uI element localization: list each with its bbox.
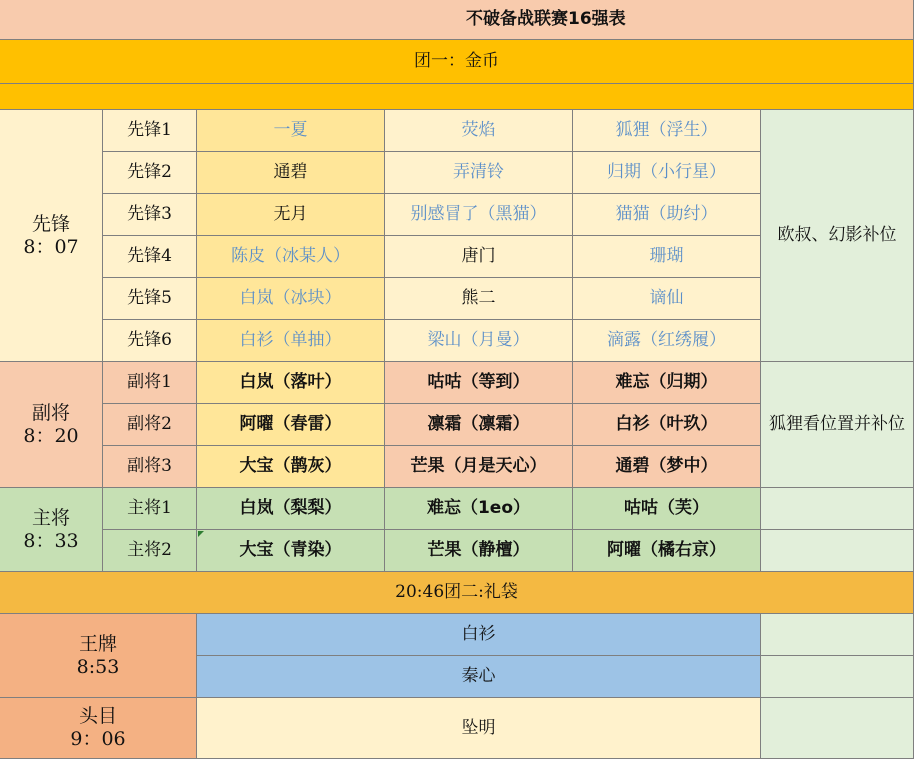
deputy-note[interactable]: 狐狸看位置并补位	[761, 362, 914, 488]
vanguard-player-col-3[interactable]: 归期（小行星）	[573, 152, 761, 194]
vanguard-note[interactable]: 欧叔、幻影补位	[761, 110, 914, 362]
deputy-position-label[interactable]: 副将3	[103, 446, 197, 488]
vanguard-player-col-2[interactable]: 梁山（月曼）	[385, 320, 573, 362]
general-position-label[interactable]: 主将1	[103, 488, 197, 530]
vanguard-player-col-3[interactable]: 谪仙	[573, 278, 761, 320]
vanguard-player-col-1[interactable]: 无月	[197, 194, 385, 236]
deputy-player-col-2[interactable]: 咕咕（等到）	[385, 362, 573, 404]
deputy-label[interactable]: 副将 8：20	[0, 362, 103, 488]
vanguard-position-label[interactable]: 先锋4	[103, 236, 197, 278]
leader-label[interactable]: 头目 9：06	[0, 698, 197, 759]
vanguard-player-col-1[interactable]: 陈皮（冰某人）	[197, 236, 385, 278]
general-player-col-1[interactable]: 白岚（梨梨）	[197, 488, 385, 530]
deputy-player-col-3[interactable]: 难忘（归期）	[573, 362, 761, 404]
vanguard-position-label[interactable]: 先锋6	[103, 320, 197, 362]
vanguard-position-label[interactable]: 先锋2	[103, 152, 197, 194]
ace-note-cell-2[interactable]	[761, 656, 914, 698]
cell-comment-marker	[198, 531, 204, 537]
vanguard-player-col-1[interactable]: 一夏	[197, 110, 385, 152]
vanguard-player-col-2[interactable]: 弄清铃	[385, 152, 573, 194]
deputy-position-label[interactable]: 副将2	[103, 404, 197, 446]
vanguard-player-col-3[interactable]: 珊瑚	[573, 236, 761, 278]
deputy-player-col-3[interactable]: 白衫（叶玖）	[573, 404, 761, 446]
deputy-player-col-2[interactable]: 凛霜（凛霜）	[385, 404, 573, 446]
team2-header[interactable]: 20:46团二:礼袋	[0, 572, 914, 614]
ace-player-1[interactable]: 白衫	[197, 614, 761, 656]
general-player-col-2[interactable]: 芒果（静檀）	[385, 530, 573, 572]
vanguard-player-col-2[interactable]: 熊二	[385, 278, 573, 320]
general-position-label[interactable]: 主将2	[103, 530, 197, 572]
vanguard-player-col-2[interactable]: 唐门	[385, 236, 573, 278]
general-player-col-3[interactable]: 咕咕（芙）	[573, 488, 761, 530]
general-player-col-1[interactable]: 大宝（青染）	[197, 530, 385, 572]
ace-player-2[interactable]: 秦心	[197, 656, 761, 698]
vanguard-player-col-3[interactable]: 滴露（红绣履）	[573, 320, 761, 362]
vanguard-player-col-1[interactable]: 通碧	[197, 152, 385, 194]
team1-spacer-row[interactable]	[0, 84, 914, 110]
vanguard-label[interactable]: 先锋 8：07	[0, 110, 103, 362]
general-label[interactable]: 主将 8：33	[0, 488, 103, 572]
ace-label[interactable]: 王牌 8:53	[0, 614, 197, 698]
vanguard-player-col-2[interactable]: 荧焰	[385, 110, 573, 152]
deputy-player-col-1[interactable]: 白岚（落叶）	[197, 362, 385, 404]
vanguard-player-col-3[interactable]: 狐狸（浮生）	[573, 110, 761, 152]
vanguard-position-label[interactable]: 先锋1	[103, 110, 197, 152]
vanguard-player-col-3[interactable]: 猫猫（助纣）	[573, 194, 761, 236]
deputy-player-col-3[interactable]: 通碧（梦中）	[573, 446, 761, 488]
deputy-player-col-1[interactable]: 阿曜（春雷）	[197, 404, 385, 446]
leader-player[interactable]: 坠明	[197, 698, 761, 759]
sheet-title[interactable]: 不破备战联赛16强表	[0, 0, 914, 40]
general-player-col-3[interactable]: 阿曜（橘右京）	[573, 530, 761, 572]
general-player-col-2[interactable]: 难忘（1eo）	[385, 488, 573, 530]
general-note-cell-1[interactable]	[761, 488, 914, 530]
vanguard-player-col-1[interactable]: 白岚（冰块）	[197, 278, 385, 320]
vanguard-player-col-1[interactable]: 白衫（单抽）	[197, 320, 385, 362]
deputy-player-col-1[interactable]: 大宝（鹊灰）	[197, 446, 385, 488]
leader-note-cell[interactable]	[761, 698, 914, 759]
vanguard-position-label[interactable]: 先锋3	[103, 194, 197, 236]
vanguard-position-label[interactable]: 先锋5	[103, 278, 197, 320]
general-note-cell-2[interactable]	[761, 530, 914, 572]
deputy-position-label[interactable]: 副将1	[103, 362, 197, 404]
vanguard-player-col-2[interactable]: 别感冒了（黑猫）	[385, 194, 573, 236]
ace-note-cell-1[interactable]	[761, 614, 914, 656]
team1-header[interactable]: 团一：金币	[0, 40, 914, 84]
deputy-player-col-2[interactable]: 芒果（月是天心）	[385, 446, 573, 488]
